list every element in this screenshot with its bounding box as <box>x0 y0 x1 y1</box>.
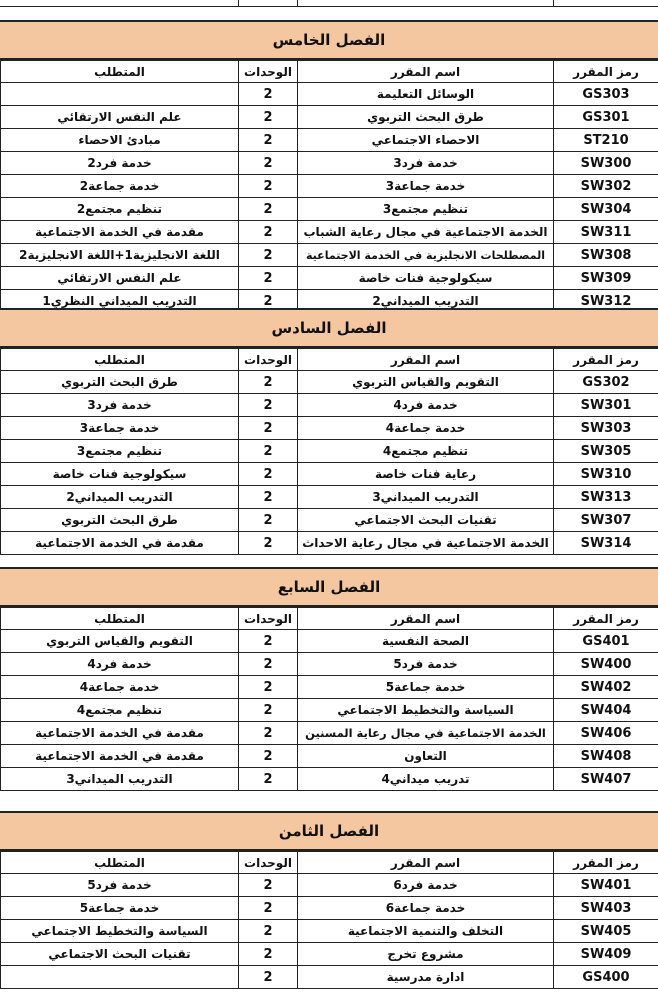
course-name-cell: خدمة فرد6 <box>298 874 554 897</box>
units-cell: 2 <box>239 221 298 244</box>
course-code-cell: SW404 <box>554 699 658 722</box>
header-course-name: اسم المقرر <box>298 608 554 630</box>
course-code-cell: SW303 <box>554 417 658 440</box>
units-cell: 2 <box>239 152 298 175</box>
header-course-code: رمز المقرر <box>554 349 658 371</box>
prerequisite-cell: خدمة جماعة4 <box>1 676 239 699</box>
table-row <box>1 83 658 106</box>
course-code-cell: SW301 <box>554 394 658 417</box>
course-name-cell: خدمة جماعة6 <box>298 897 554 920</box>
units-cell: 2 <box>239 175 298 198</box>
table-row <box>1 440 658 463</box>
table-row <box>1 699 658 722</box>
table-row <box>1 175 658 198</box>
course-name-cell: خدمة جماعة3 <box>298 175 554 198</box>
prerequisite-cell: مبادئ الاحصاء <box>1 129 239 152</box>
prerequisite-cell: تنظيم مجتمع3 <box>1 440 239 463</box>
header-units: الوحدات <box>239 61 298 83</box>
course-name-cell: خدمة جماعة4 <box>298 417 554 440</box>
prerequisite-cell: تقنيات البحث الاجتماعي <box>1 943 239 966</box>
prerequisite-cell: علم النفس الارتقائي <box>1 106 239 129</box>
units-cell: 2 <box>239 417 298 440</box>
semester-section <box>0 20 658 313</box>
course-code-cell: SW312 <box>554 290 658 313</box>
header-course-code: رمز المقرر <box>554 61 658 83</box>
course-name-cell: الوسائل التعليمة <box>298 83 554 106</box>
table-header-row <box>1 349 658 371</box>
course-name-cell: تنظيم مجتمع3 <box>298 198 554 221</box>
course-code-cell: SW305 <box>554 440 658 463</box>
header-prereq: المتطلب <box>1 349 239 371</box>
table-header-row <box>1 852 658 874</box>
table-row <box>1 653 658 676</box>
course-code-cell: SW407 <box>554 768 658 791</box>
course-code-cell: SW311 <box>554 221 658 244</box>
course-code-cell: SW409 <box>554 943 658 966</box>
prerequisite-cell: خدمة فرد3 <box>1 394 239 417</box>
units-cell: 2 <box>239 509 298 532</box>
prerequisite-cell: خدمة فرد5 <box>1 874 239 897</box>
semester-title: الفصل الخامس <box>0 20 658 60</box>
table-row <box>1 768 658 791</box>
course-name-cell: خدمة جماعة5 <box>298 676 554 699</box>
table-row <box>1 129 658 152</box>
header-course-name: اسم المقرر <box>298 852 554 874</box>
course-name-cell: الخدمة الاجتماعية في مجال رعاية المسنين <box>298 722 554 745</box>
prerequisite-cell: علم النفس الارتقائي <box>1 267 239 290</box>
course-name-cell: التدريب الميداني2 <box>298 290 554 313</box>
prerequisite-cell: تنظيم مجتمع2 <box>1 198 239 221</box>
semester-title: الفصل الثامن <box>0 811 658 851</box>
units-cell: 2 <box>239 532 298 555</box>
course-code-cell: SW313 <box>554 486 658 509</box>
prerequisite-cell: طرق البحث التربوي <box>1 509 239 532</box>
course-name-cell: تنظيم مجتمع4 <box>298 440 554 463</box>
table-row <box>1 417 658 440</box>
course-name-cell: التقويم والقياس التربوي <box>298 371 554 394</box>
table-row <box>1 394 658 417</box>
previous-table-edge <box>0 0 658 7</box>
course-code-cell: GS301 <box>554 106 658 129</box>
prerequisite-cell: طرق البحث التربوي <box>1 371 239 394</box>
course-code-cell: GS303 <box>554 83 658 106</box>
course-code-cell: SW314 <box>554 532 658 555</box>
prerequisite-cell: خدمة جماعة2 <box>1 175 239 198</box>
units-cell: 2 <box>239 874 298 897</box>
table-row <box>1 676 658 699</box>
units-cell: 2 <box>239 966 298 989</box>
prerequisite-cell: اللغة الانجليزية1+اللغة الانجليزية2 <box>1 244 239 267</box>
table-row <box>1 152 658 175</box>
course-name-cell: مشروع تخرج <box>298 943 554 966</box>
table-row <box>1 221 658 244</box>
header-units: الوحدات <box>239 852 298 874</box>
units-cell: 2 <box>239 653 298 676</box>
course-code-cell: SW402 <box>554 676 658 699</box>
semester-section <box>0 811 658 989</box>
units-cell: 2 <box>239 440 298 463</box>
course-name-cell: خدمة فرد4 <box>298 394 554 417</box>
header-prereq: المتطلب <box>1 608 239 630</box>
prerequisite-cell <box>1 966 239 989</box>
units-cell: 2 <box>239 722 298 745</box>
course-code-cell: SW308 <box>554 244 658 267</box>
prerequisite-cell: التقويم والقياس التربوي <box>1 630 239 653</box>
courses-table <box>0 851 658 989</box>
course-name-cell: تقنيات البحث الاجتماعي <box>298 509 554 532</box>
prerequisite-cell: خدمة فرد2 <box>1 152 239 175</box>
table-row <box>1 486 658 509</box>
units-cell: 2 <box>239 745 298 768</box>
units-cell: 2 <box>239 371 298 394</box>
course-code-cell: SW304 <box>554 198 658 221</box>
course-name-cell: التخلف والتنمية الاجتماعية <box>298 920 554 943</box>
table-row <box>1 943 658 966</box>
courses-table <box>0 348 658 555</box>
units-cell: 2 <box>239 290 298 313</box>
course-name-cell: خدمة فرد5 <box>298 653 554 676</box>
table-row <box>1 198 658 221</box>
units-cell: 2 <box>239 486 298 509</box>
header-course-name: اسم المقرر <box>298 61 554 83</box>
semester-title: الفصل السابع <box>0 567 658 607</box>
units-cell: 2 <box>239 897 298 920</box>
table-row <box>1 966 658 989</box>
units-cell: 2 <box>239 768 298 791</box>
table-row <box>1 920 658 943</box>
header-units: الوحدات <box>239 608 298 630</box>
semester-title: الفصل السادس <box>0 308 658 348</box>
course-code-cell: GS302 <box>554 371 658 394</box>
course-name-cell: طرق البحث التربوي <box>298 106 554 129</box>
courses-table <box>0 60 658 313</box>
course-name-cell: المصطلحات الانجليزية في الخدمة الاجتماعية <box>298 244 554 267</box>
prerequisite-cell: مقدمة في الخدمة الاجتماعية <box>1 221 239 244</box>
units-cell: 2 <box>239 463 298 486</box>
header-units: الوحدات <box>239 349 298 371</box>
prerequisite-cell: السياسة والتخطيط الاجتماعي <box>1 920 239 943</box>
course-code-cell: SW302 <box>554 175 658 198</box>
table-row <box>1 722 658 745</box>
semester-section <box>0 567 658 791</box>
table-row <box>1 532 658 555</box>
course-name-cell: خدمة فرد3 <box>298 152 554 175</box>
prerequisite-cell: خدمة جماعة5 <box>1 897 239 920</box>
units-cell: 2 <box>239 244 298 267</box>
units-cell: 2 <box>239 699 298 722</box>
course-code-cell: SW408 <box>554 745 658 768</box>
header-course-code: رمز المقرر <box>554 608 658 630</box>
table-row <box>1 463 658 486</box>
units-cell: 2 <box>239 267 298 290</box>
course-code-cell: SW300 <box>554 152 658 175</box>
course-name-cell: الاحصاء الاجتماعي <box>298 129 554 152</box>
table-row <box>1 106 658 129</box>
course-code-cell: SW405 <box>554 920 658 943</box>
course-code-cell: SW406 <box>554 722 658 745</box>
course-code-cell: GS400 <box>554 966 658 989</box>
header-prereq: المتطلب <box>1 852 239 874</box>
prerequisite-cell: خدمة جماعة3 <box>1 417 239 440</box>
table-row <box>1 509 658 532</box>
course-code-cell: GS401 <box>554 630 658 653</box>
course-name-cell: رعاية فنات خاصة <box>298 463 554 486</box>
table-row <box>1 897 658 920</box>
units-cell: 2 <box>239 630 298 653</box>
course-name-cell: الصحة النفسية <box>298 630 554 653</box>
prerequisite-cell: التدريب الميداني3 <box>1 768 239 791</box>
table-row <box>1 745 658 768</box>
prerequisite-cell: مقدمة في الخدمة الاجتماعية <box>1 532 239 555</box>
prerequisite-cell: سيكولوجية فنات خاصة <box>1 463 239 486</box>
table-header-row <box>1 608 658 630</box>
header-prereq: المتطلب <box>1 61 239 83</box>
prerequisite-cell: التدريب الميداني النظري1 <box>1 290 239 313</box>
units-cell: 2 <box>239 83 298 106</box>
course-code-cell: ST210 <box>554 129 658 152</box>
course-name-cell: السياسة والتخطيط الاجتماعي <box>298 699 554 722</box>
course-code-cell: SW310 <box>554 463 658 486</box>
table-row <box>1 371 658 394</box>
table-row <box>1 244 658 267</box>
table-row <box>1 874 658 897</box>
units-cell: 2 <box>239 394 298 417</box>
units-cell: 2 <box>239 943 298 966</box>
course-name-cell: ادارة مدرسية <box>298 966 554 989</box>
table-header-row <box>1 61 658 83</box>
header-course-code: رمز المقرر <box>554 852 658 874</box>
course-code-cell: SW307 <box>554 509 658 532</box>
course-name-cell: سيكولوجية فنات خاصة <box>298 267 554 290</box>
course-name-cell: تدريب ميداني4 <box>298 768 554 791</box>
prerequisite-cell <box>1 83 239 106</box>
prerequisite-cell: تنظيم مجتمع4 <box>1 699 239 722</box>
course-name-cell: التدريب الميداني3 <box>298 486 554 509</box>
prerequisite-cell: التدريب الميداني2 <box>1 486 239 509</box>
course-name-cell: التعاون <box>298 745 554 768</box>
header-course-name: اسم المقرر <box>298 349 554 371</box>
prerequisite-cell: خدمة فرد4 <box>1 653 239 676</box>
semester-section <box>0 308 658 555</box>
courses-table <box>0 607 658 791</box>
table-row <box>1 630 658 653</box>
course-code-cell: SW403 <box>554 897 658 920</box>
prerequisite-cell: مقدمة في الخدمة الاجتماعية <box>1 745 239 768</box>
course-code-cell: SW400 <box>554 653 658 676</box>
course-code-cell: SW401 <box>554 874 658 897</box>
course-name-cell: الخدمة الاجتماعية في مجال رعاية الشباب <box>298 221 554 244</box>
table-row <box>1 267 658 290</box>
prerequisite-cell: مقدمة في الخدمة الاجتماعية <box>1 722 239 745</box>
course-name-cell: الخدمة الاجتماعية في مجال رعاية الاحداث <box>298 532 554 555</box>
units-cell: 2 <box>239 198 298 221</box>
units-cell: 2 <box>239 676 298 699</box>
units-cell: 2 <box>239 920 298 943</box>
course-code-cell: SW309 <box>554 267 658 290</box>
units-cell: 2 <box>239 106 298 129</box>
units-cell: 2 <box>239 129 298 152</box>
